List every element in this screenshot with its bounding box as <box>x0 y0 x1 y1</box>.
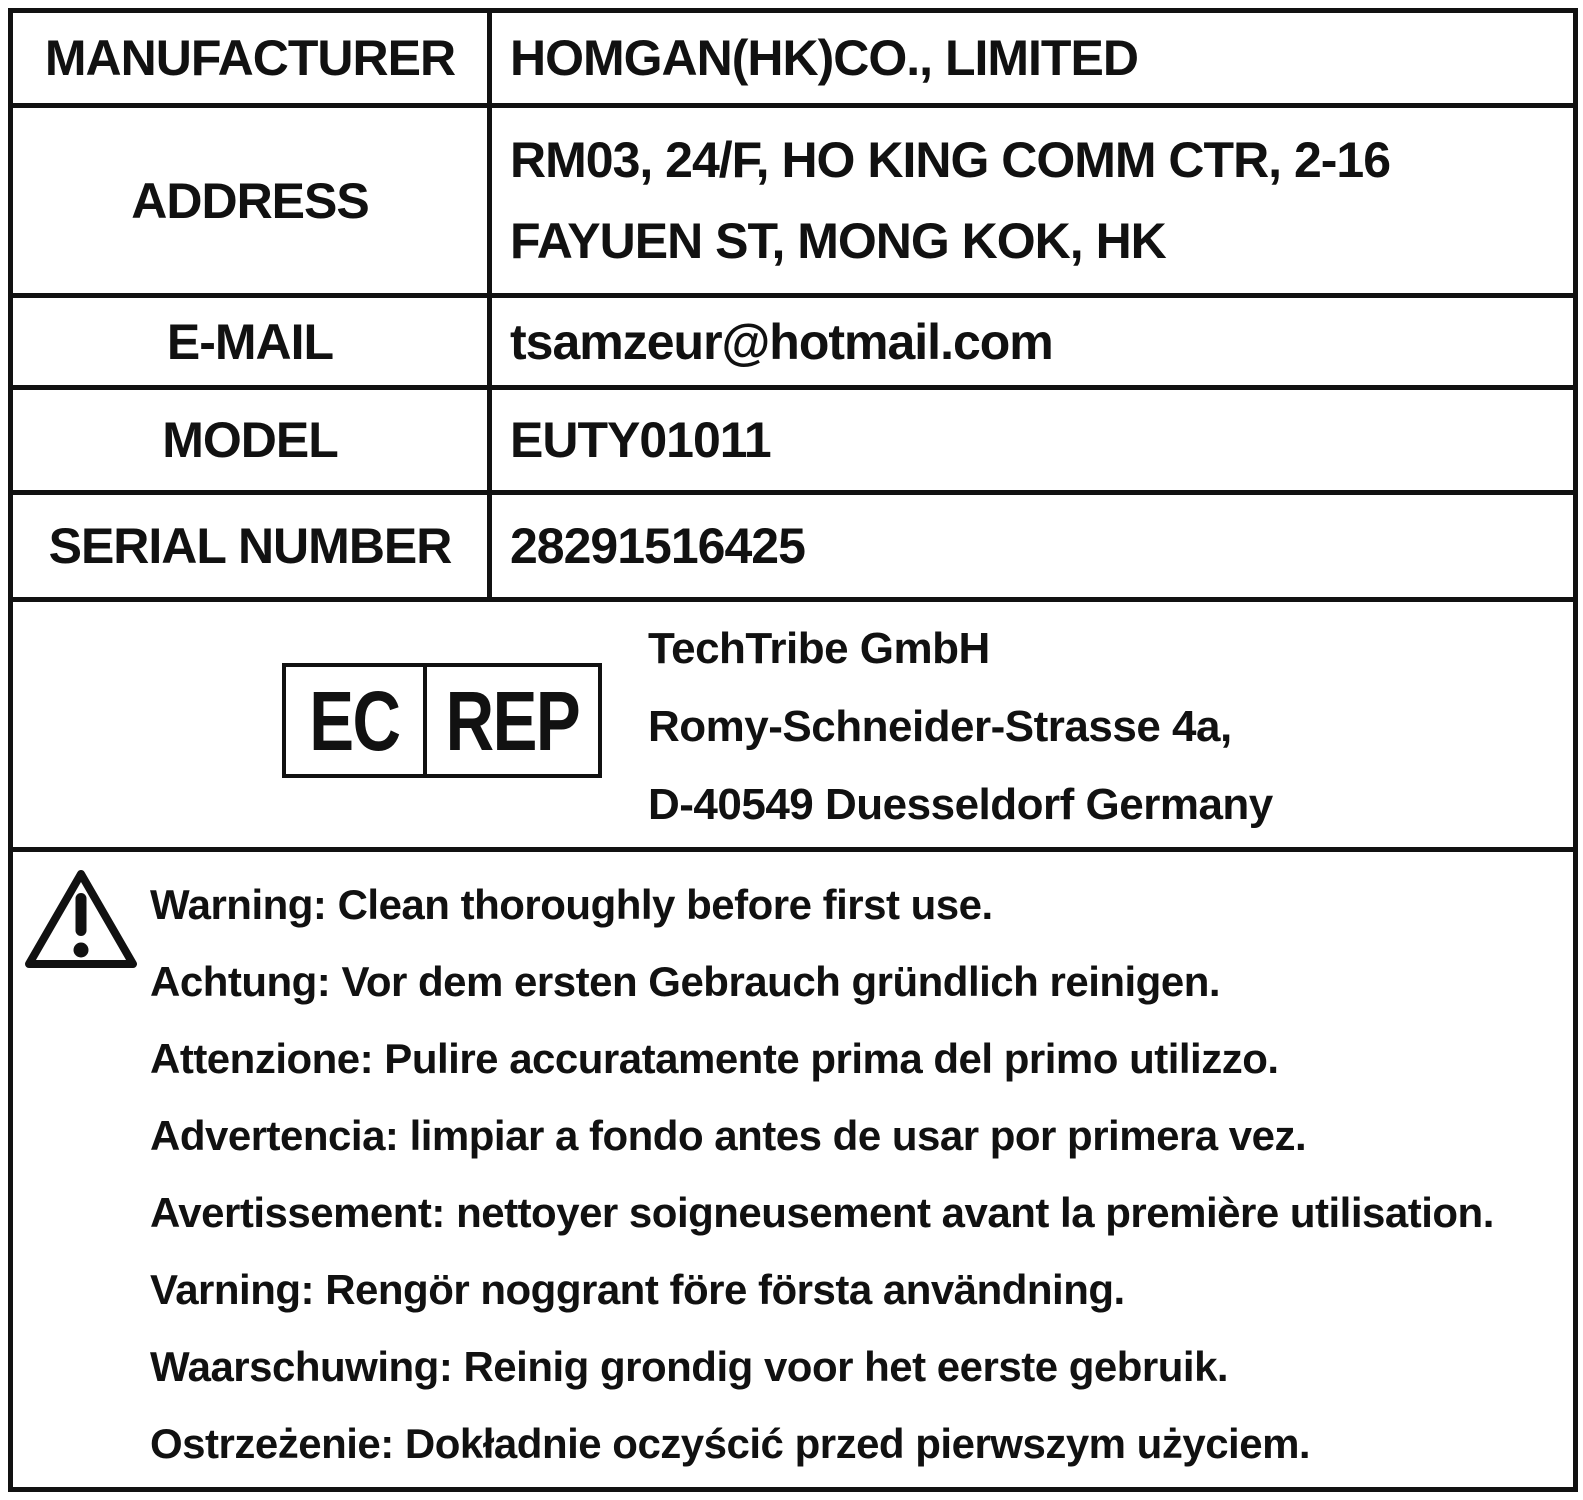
ec-rep-row <box>13 602 1573 852</box>
model-label: MODEL <box>13 390 492 490</box>
warning-line-de: Achtung: Vor dem ersten Gebrauch gründlich reinigen. <box>150 957 1221 1005</box>
ec-rep-symbol-icon <box>282 663 602 778</box>
warning-line-nl: Waarschuwing: Reinig grondig voor het eerste gebruik. <box>150 1342 1229 1390</box>
warning-line-pl: Ostrzeżenie: Dokładnie oczyścić przed pierwszym użyciem. <box>150 1419 1311 1467</box>
warning-line-es: Advertencia: limpiar a fondo antes de usar por primera vez. <box>150 1111 1307 1159</box>
ec-text: EC <box>309 673 400 768</box>
warning-triangle-icon <box>20 865 142 972</box>
address-line-1: RM03, 24/F, HO KING COMM CTR, 2-16 <box>510 132 1391 188</box>
email-value: tsamzeur@hotmail.com <box>510 313 1053 370</box>
table-row <box>13 13 1573 108</box>
address-value <box>492 108 1573 293</box>
warning-line-en: Warning: Clean thoroughly before first use. <box>150 880 993 928</box>
warning-row <box>13 852 1573 1487</box>
email-label: E-MAIL <box>13 298 492 385</box>
table-row <box>13 390 1573 495</box>
serial-number-label: SERIAL NUMBER <box>13 495 492 597</box>
table-row <box>13 108 1573 298</box>
table-row <box>13 495 1573 602</box>
address-label: ADDRESS <box>13 108 492 293</box>
table-row <box>13 298 1573 390</box>
serial-number-value: 28291516425 <box>510 518 805 574</box>
manufacturer-label: MANUFACTURER <box>13 13 492 103</box>
ec-rep-company: TechTribe GmbH <box>648 624 990 673</box>
warning-text-block <box>150 866 1563 1482</box>
address-line-2: FAYUEN ST, MONG KOK, HK <box>510 213 1166 269</box>
rep-text: REP <box>445 673 580 768</box>
warning-line-it: Attenzione: Pulire accuratamente prima del primo utilizzo. <box>150 1034 1279 1082</box>
ec-cell <box>286 667 427 774</box>
warning-line-fr: Avertissement: nettoyer soigneusement avant la première utilisation. <box>150 1188 1494 1236</box>
model-value: EUTY01011 <box>510 412 771 468</box>
ec-rep-city: D-40549 Duesseldorf Germany <box>648 780 1273 829</box>
ec-rep-street: Romy-Schneider-Strasse 4a, <box>648 702 1232 751</box>
rep-cell <box>427 667 598 774</box>
warning-line-sv: Varning: Rengör noggrant före första användning. <box>150 1265 1125 1313</box>
product-label-table <box>8 8 1578 1492</box>
ec-rep-address <box>648 610 1273 844</box>
manufacturer-value: HOMGAN(HK)CO., LIMITED <box>510 30 1138 86</box>
